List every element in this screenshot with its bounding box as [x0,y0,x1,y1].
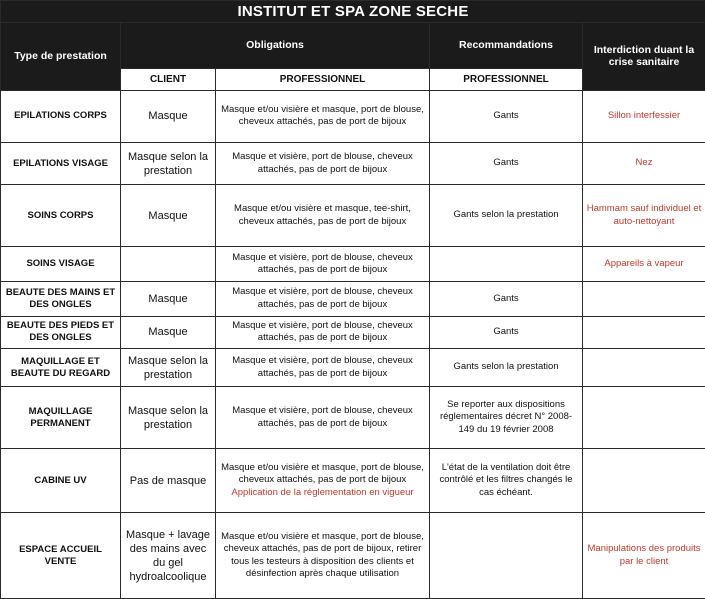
row-professionnel: Masque et visière, port de blouse, cheveux attachés, pas de port de bijoux [216,282,430,316]
title-row [1,1,705,23]
row-recommandation: Se reporter aux dispositions réglementaires décret N° 2008-149 du 19 février 2008 [430,387,583,448]
row-interdiction: Nez [583,142,705,185]
table-row [1,142,705,185]
table-row [1,513,705,599]
table-title: INSTITUT ET SPA ZONE SECHE [1,1,705,23]
row-client: Masque [121,90,216,142]
row-interdiction: Sillon interfessier [583,90,705,142]
header-recommandations: Recommandations [430,22,583,68]
table-row [1,348,705,387]
row-type: BEAUTE DES MAINS ET DES ONGLES [1,282,121,316]
row-interdiction: Hammam sauf individuel et auto-nettoyant [583,185,705,246]
row-type: SOINS VISAGE [1,246,121,281]
row-client: Masque [121,282,216,316]
row-interdiction: Manipulations des produits par le client [583,513,705,599]
row-client: Masque [121,316,216,348]
row-professionnel: Masque et/ou visière et masque, port de blouse, cheveux attachés, pas de port de bijoux, retirer tous les testeurs à disposition des clients et désinfection après chaque utilisation [216,513,430,599]
row-type: ESPACE ACCUEIL VENTE [1,513,121,599]
table-row [1,90,705,142]
row-type: SOINS CORPS [1,185,121,246]
table-row [1,316,705,348]
row-professionnel: Masque et visière, port de blouse, cheveux attachés, pas de port de bijoux [216,246,430,281]
table-row [1,387,705,448]
header-row [1,22,705,68]
subheader-professionnel: PROFESSIONNEL [216,68,430,90]
row-interdiction [583,316,705,348]
row-professionnel: Masque et visière, port de blouse, cheveux attachés, pas de port de bijoux [216,142,430,185]
row-professionnel: Masque et visière, port de blouse, cheveux attachés, pas de port de bijoux [216,348,430,387]
row-professionnel: Masque et/ou visière et masque, port de blouse, cheveux attachés, pas de port de bijoux [216,90,430,142]
row-professionnel: Masque et visière, port de blouse, cheveux attachés, pas de port de bijoux [216,387,430,448]
row-professionnel: Masque et/ou visière et masque, tee-shirt, cheveux attachés, pas de port de bijoux [216,185,430,246]
row-recommandation: Gants selon la prestation [430,348,583,387]
table-row [1,282,705,316]
row-client: Masque + lavage des mains avec du gel hydroalcoolique [121,513,216,599]
row-type: BEAUTE DES PIEDS ET DES ONGLES [1,316,121,348]
row-interdiction [583,448,705,513]
row-type: EPILATIONS VISAGE [1,142,121,185]
row-recommandation: Gants selon la prestation [430,185,583,246]
row-recommandation: Gants [430,90,583,142]
row-recommandation: Gants [430,316,583,348]
row-client: Masque selon la prestation [121,142,216,185]
table-row [1,246,705,281]
row-interdiction: Appareils à vapeur [583,246,705,281]
row-professionnel: Masque et visière, port de blouse, cheveux attachés, pas de port de bijoux [216,316,430,348]
row-recommandation: L'état de la ventilation doit être contrôlé et les filtres changés le cas échéant. [430,448,583,513]
row-interdiction [583,348,705,387]
row-type: MAQUILLAGE PERMANENT [1,387,121,448]
row-interdiction [583,387,705,448]
row-client: Masque selon la prestation [121,387,216,448]
row-type: EPILATIONS CORPS [1,90,121,142]
row-client: Masque [121,185,216,246]
table-row [1,448,705,513]
row-recommandation [430,246,583,281]
subheader-client: CLIENT [121,68,216,90]
row-professionnel [216,448,430,513]
row-type: CABINE UV [1,448,121,513]
header-obligations: Obligations [121,22,430,68]
header-type: Type de prestation [1,22,121,90]
row-recommandation: Gants [430,282,583,316]
row-recommandation [430,513,583,599]
row-client: Pas de masque [121,448,216,513]
table-row [1,185,705,246]
row-professionnel-text: Masque et/ou visière et masque, port de blouse, cheveux attachés, pas de port de bijoux [221,461,424,486]
subheader-reco-professionnel: PROFESSIONNEL [430,68,583,90]
row-interdiction [583,282,705,316]
row-client [121,246,216,281]
row-client: Masque selon la prestation [121,348,216,387]
header-interdiction: Interdiction duant la crise sanitaire [583,22,705,90]
row-recommandation: Gants [430,142,583,185]
row-professionnel-regulation-note: Application de la réglementation en vigueur [231,486,414,498]
row-type: MAQUILLAGE ET BEAUTE DU REGARD [1,348,121,387]
